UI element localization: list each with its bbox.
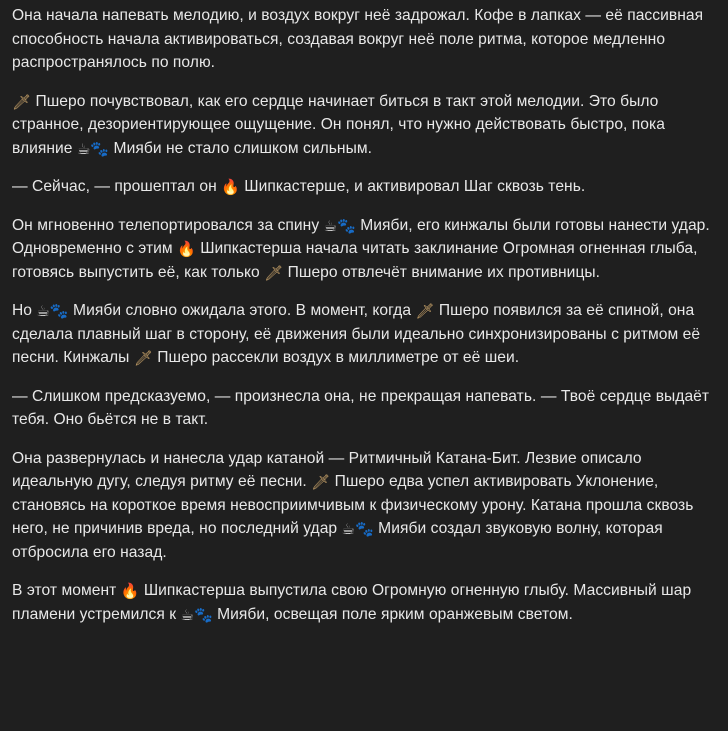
paw-icon: 🐾 — [90, 139, 110, 158]
story-paragraph — [12, 175, 716, 199]
paragraph-text: Шипкастерше, и активировал Шаг сквозь тень. — [239, 178, 586, 195]
paragraph-text: Она начала напевать мелодию, и воздух вокруг неё задрожал. Кофе в лапках — её пассивная способность начала активироваться, создавая вокруг неё поле ритма, которое медленно распространялось по полю. — [12, 7, 704, 71]
paragraph-text: В этот момент — [12, 582, 121, 599]
paragraph-text: Шипкастерша выпустила свою Огромную огненную глыбу. Массивный шар пламени устремился к — [12, 582, 692, 623]
paw-icon: 🐾 — [337, 216, 356, 235]
paragraph-text: — Слишком предсказуемо, — произнесла она, не прекращая напевать. — Твоё сердце выдаёт тебя. Оно бьётся не в такт. — [12, 387, 710, 428]
paragraph-text: Пшеро отвлечёт внимание их противницы. — [283, 263, 601, 281]
paw-icon: 🐾 — [49, 302, 69, 320]
paragraph-text: Мияби, его кинжалы были готовы нанести удар. Одновременно с этим — [12, 216, 710, 257]
fire-icon: 🔥 — [177, 240, 196, 258]
paw-icon: 🐾 — [355, 520, 374, 538]
paragraph-text: Шипкастерша начала читать заклинание Огромная огненная глыба, готовясь выпустить её, как только — [12, 240, 698, 281]
paragraph-text: Пшеро почувствовал, как его сердце начинает биться в такт этой мелодии. Это было странное, дезориентирующее ощущение. Он понял, что нужно действовать быстро, пока влияние — [12, 92, 665, 157]
coffee-icon: ☕ — [76, 139, 91, 158]
paragraph-text: Но — [12, 302, 37, 319]
paragraph-text: Пшеро появился за её спиной, она сделала плавный шаг в сторону, её движения были идеально синхронизированы с ритмом её песни. Кинжалы — [12, 302, 701, 366]
dagger-icon: 🗡 — [133, 349, 153, 367]
paragraph-text: Пшеро едва успел активировать Уклонение, становясь на короткое время невосприимчивым к физическому урону. Катана прошла сквозь него, не причинив вреда, но последний удар — [12, 473, 694, 537]
paragraph-text: Мияби создал звуковую волну, которая отбросила его назад. — [12, 520, 663, 561]
story-paragraph — [12, 4, 716, 75]
dagger-icon: 🗡 — [311, 473, 331, 491]
story-paragraph — [12, 447, 716, 565]
story-paragraph — [12, 90, 716, 161]
dagger-icon: 🗡 — [264, 263, 284, 282]
coffee-icon: ☕ — [341, 520, 356, 538]
story-paragraph — [12, 579, 716, 626]
dagger-icon: 🗡 — [12, 92, 32, 111]
paragraph-text: — Сейчас, — прошептал он — [12, 178, 222, 195]
paragraph-text: Пшеро рассекли воздух в миллиметре от её шеи. — [152, 349, 520, 366]
coffee-icon: ☕ — [323, 216, 338, 235]
paragraph-text: Мияби, освещая поле ярким оранжевым светом. — [212, 605, 573, 623]
fire-icon: 🔥 — [120, 582, 140, 600]
fire-icon: 🔥 — [221, 178, 240, 196]
paw-icon: 🐾 — [193, 605, 213, 624]
coffee-icon: ☕ — [180, 605, 194, 624]
paragraph-text: Она развернулась и нанесла удар катаной — Ритмичный Катана-Бит. Лезвие описало идеальную дугу, следуя ритму её песни. — [12, 449, 642, 490]
paragraph-text: Мияби не стало слишком сильным. — [109, 139, 372, 157]
dagger-icon: 🗡 — [415, 302, 435, 320]
coffee-icon: ☕ — [36, 302, 50, 320]
paragraph-text: Мияби словно ожидала этого. В момент, когда — [68, 302, 416, 319]
story-paragraph — [12, 385, 716, 432]
story-paragraph — [12, 299, 716, 370]
story-paragraph — [12, 214, 716, 285]
paragraph-text: Он мгновенно телепортировался за спину — [12, 216, 324, 234]
